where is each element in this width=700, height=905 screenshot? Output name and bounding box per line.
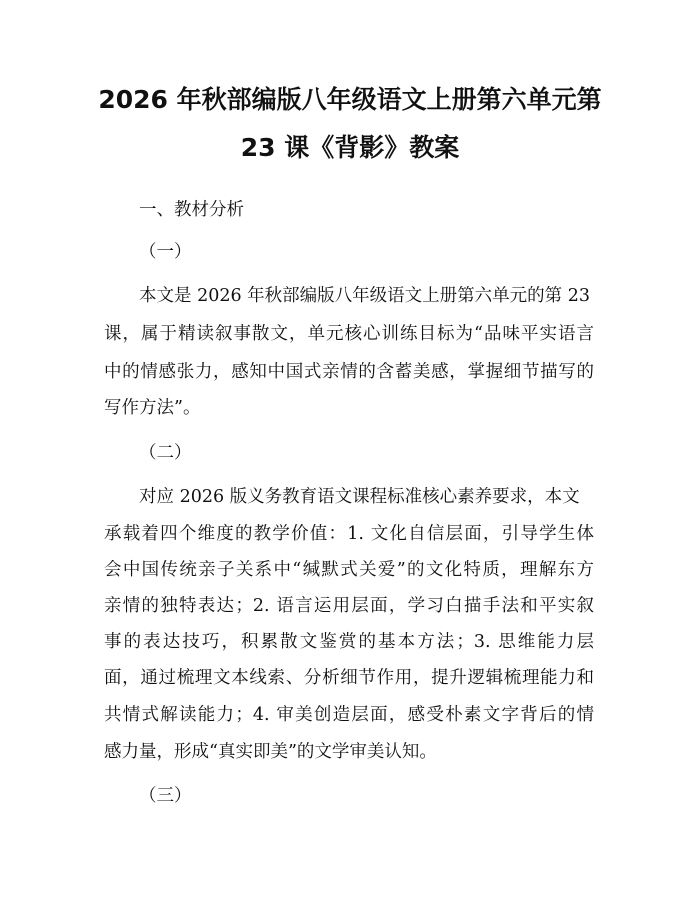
paragraph-2-line: 承载着四个维度的教学价值：1. 文化自信层面，引导学生体: [104, 524, 594, 544]
paragraph-1-line: 课，属于精读叙事散文，单元核心训练目标为“品味平实语言: [104, 324, 594, 344]
paragraph-2-line: 对应 2026 版义务教育语文课程标准核心素养要求，本文: [139, 487, 580, 507]
paragraph-1-line: 写作方法”。: [104, 398, 201, 418]
paragraph-2-line: 事的表达技巧，积累散文鉴赏的基本方法；3. 思维能力层: [104, 632, 594, 652]
paragraph-1-line: 中的情感张力，感知中国式亲情的含蓄美感，掌握细节描写的: [104, 362, 594, 382]
section-heading: 一、教材分析: [139, 200, 244, 220]
paragraph-2-line: 亲情的独特表达；2. 语言运用层面，学习白描手法和平实叙: [104, 596, 594, 616]
document-title-line-2: 23 课《背影》教案: [240, 133, 460, 162]
paragraph-2-line: 感力量，形成“真实即美”的文学审美认知。: [104, 742, 437, 762]
paragraph-2-line: 共情式解读能力；4. 审美创造层面，感受朴素文字背后的情: [104, 705, 594, 725]
subsection-label-3: （三）: [139, 786, 192, 806]
paragraph-2-line: 会中国传统亲子关系中“缄默式关爱”的文化特质，理解东方: [104, 560, 594, 580]
subsection-label-2: （二）: [139, 443, 192, 463]
document-title-line-1: 2026 年秋部编版八年级语文上册第六单元第: [98, 85, 602, 114]
paragraph-2-line: 面，通过梳理文本线索、分析细节作用，提升逻辑梳理能力和: [104, 668, 594, 688]
subsection-label-1: （一）: [139, 242, 192, 262]
paragraph-1-line: 本文是 2026 年秋部编版八年级语文上册第六单元的第 23: [139, 286, 590, 306]
